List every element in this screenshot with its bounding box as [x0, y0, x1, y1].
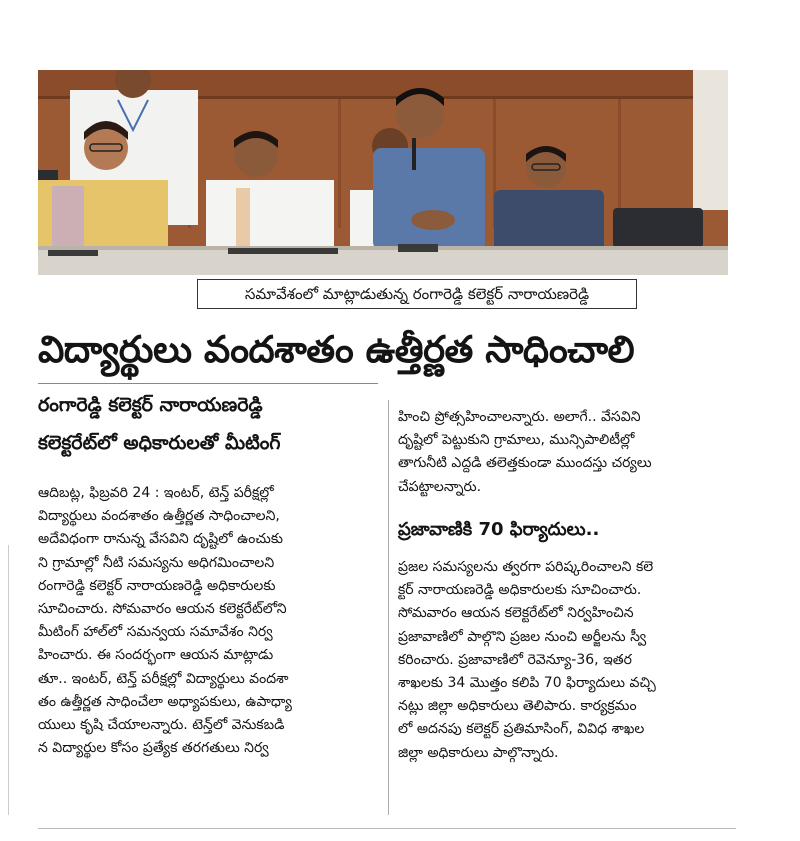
- text-line: దృష్టిలో పెట్టుకుని గ్రామాలు, మున్సిపాలిటీల్లో: [398, 432, 635, 449]
- text-line: హించి ప్రోత్సహించాలన్నారు. అలాగే.. వేసవిని: [398, 409, 641, 425]
- text-line: ప్రజల సమస్యలను త్వరగా పరిష్కరించాలని కలె: [398, 559, 654, 575]
- meeting-photo: [38, 70, 728, 275]
- text-line: శాఖలకు 34 మొత్తం కలిపి 70 ఫిర్యాదులు వచ్చి: [398, 675, 656, 692]
- text-line: మీటింగ్ హాల్‌లో సమన్వయ సమావేశం నిర్వ: [38, 624, 273, 641]
- headline: విద్యార్థులు వందశాతం ఉత్తీర్ణత సాధించాలి: [38, 328, 635, 371]
- text-line: తూ.. ఇంటర్, టెన్త్ పరీక్షల్లో విద్యార్థులు వందశా: [38, 670, 289, 687]
- article-right-column-bottom: [398, 556, 736, 765]
- text-line: సూచించారు. సోమవారం ఆయన కలెక్టరేట్‌లోని: [38, 601, 287, 618]
- text-line: ఆదిబట్ల, ఫిబ్రవరి 24 : ఇంటర్, టెన్త్ పరీక్షల్లో: [38, 485, 274, 501]
- bottom-rule: [38, 828, 736, 829]
- column-divider: [388, 400, 389, 815]
- photo-caption: సమావేశంలో మాట్లాడుతున్న రంగారెడ్డి కలెక్టర్ నారాయణరెడ్డి: [197, 279, 637, 309]
- text-line: చేపట్టాలన్నారు.: [398, 478, 482, 495]
- text-line: లో అదనపు కలెక్టర్ ప్రతిమాసింగ్, వివిధ శాఖల: [398, 721, 645, 738]
- text-line: యులు కృషి చేయాలన్నారు. టెన్త్‌లో వెనుకబడి: [38, 717, 285, 734]
- text-line: జిల్లా అధికారులు పాల్గొన్నారు.: [398, 744, 559, 761]
- text-line: ప్రజావాణిలో పాల్గొని ప్రజల నుంచి అర్జీలను స్వీ: [398, 628, 647, 645]
- text-line: క్టర్ నారాయణరెడ్డి అధికారులకు సూచించారు.: [398, 582, 642, 599]
- margin-line: [8, 545, 9, 815]
- text-line: తాగునీటి ఎద్దడి తలెత్తకుండా ముందస్తు చర్యలు: [398, 455, 652, 472]
- text-line: సోమవారం ఆయన కలెక్టరేట్‌లో నిర్వహించిన: [398, 605, 634, 622]
- section-heading: ప్రజావాణికి 70 ఫిర్యాదులు..: [398, 519, 600, 540]
- subhead-2: కలెక్టరేట్‌లో అధికారులతో మీటింగ్: [38, 432, 281, 454]
- text-line: రంగారెడ్డి కలెక్టర్ నారాయణరెడ్డి అధికారులకు: [38, 577, 276, 594]
- text-line: ని గ్రామాల్లో నీటి సమస్యను అధిగమించాలని: [38, 554, 275, 571]
- text-line: నట్లు జిల్లా అధికారులు తెలిపారు. కార్యక్రమం: [398, 698, 637, 715]
- photo-illustration: [38, 70, 728, 275]
- article-left-column: [38, 482, 378, 760]
- text-line: న విద్యార్థుల కోసం ప్రత్యేక తరగతులు నిర్వ: [38, 740, 269, 757]
- article-right-column-top: [398, 406, 736, 499]
- text-line: హించారు. ఈ సందర్భంగా ఆయన మాట్లాడు: [38, 647, 274, 664]
- divider: [38, 383, 378, 384]
- text-line: తం ఉత్తీర్ణత సాధించేలా అధ్యాపకులు, ఉపాధ్యా: [38, 693, 292, 710]
- text-line: అదేవిధంగా రానున్న వేసవిని దృష్టిలో ఉంచుకు: [38, 531, 284, 548]
- text-line: విద్యార్థులు వందశాతం ఉత్తీర్ణత సాధించాలని,: [38, 508, 280, 525]
- subhead-1: రంగారెడ్డి కలెక్టర్ నారాయణరెడ్డి: [38, 394, 263, 416]
- text-line: కరించారు. ప్రజావాణిలో రెవెన్యూ-36, ఇతర: [398, 651, 632, 668]
